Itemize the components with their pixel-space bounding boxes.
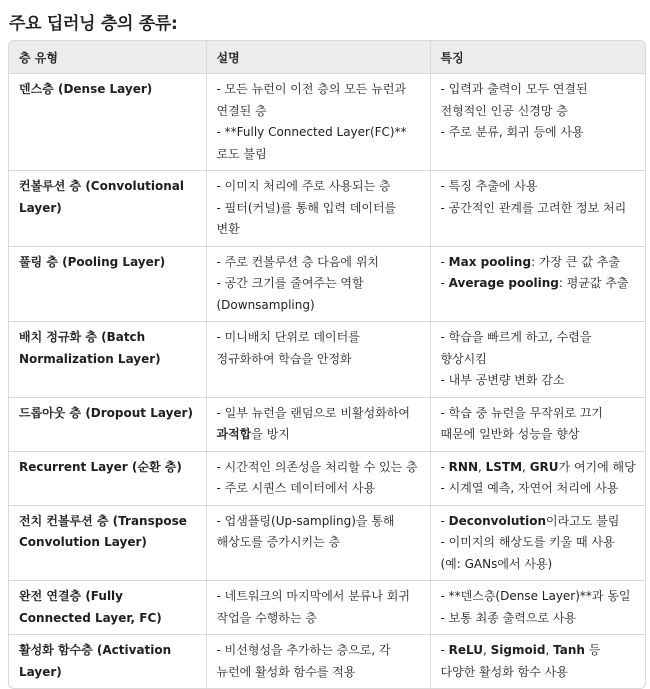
description-line: - 주로 컨볼루션 층 다음에 위치 — [216, 254, 380, 269]
layer-features — [430, 171, 646, 247]
table-header-row — [9, 41, 646, 74]
table-row — [9, 246, 646, 322]
layer-name: 활성화 함수층 (Activation Layer) — [9, 635, 206, 689]
layer-name: 배치 정규화 층 (Batch Normalization Layer) — [9, 322, 206, 398]
description-line: - 주로 시퀀스 데이터에서 사용 — [216, 481, 376, 495]
layer-name: 드롭아웃 층 (Dropout Layer) — [9, 397, 206, 451]
feature-line: - 내부 공변량 변화 감소 — [440, 373, 565, 387]
feature-line: - Average pooling: 평균값 추출 — [440, 276, 629, 290]
page-title: 주요 딥러닝 층의 종류: — [9, 14, 178, 34]
table-row — [9, 581, 646, 635]
description-line: - 비선형성을 추가하는 층으로, 각 뉴런에 활성화 함수를 적용 — [216, 643, 391, 679]
feature-line: - 보통 최종 출력으로 사용 — [440, 610, 577, 625]
layer-features — [430, 246, 646, 322]
header-features: 특징 — [430, 41, 646, 74]
layer-description — [206, 322, 430, 398]
description-line: - 네트워크의 마지막에서 분류나 회귀 작업을 수행하는 층 — [216, 589, 410, 625]
description-line: - 필터(커널)를 통해 입력 데이터를 변환 — [216, 200, 397, 236]
feature-line: - 특징 추출에 사용 — [440, 179, 538, 193]
table-row — [9, 505, 646, 581]
layer-name: 컨볼루션 층 (Convolutional Layer) — [9, 171, 206, 247]
feature-line: - Deconvolution이라고도 불림 — [440, 513, 620, 528]
layer-description — [206, 451, 430, 505]
description-line: - 모든 뉴런이 이전 층의 모든 뉴런과 연결된 층 — [216, 82, 407, 118]
layer-name: 전치 컨볼루션 층 (Transpose Convolution Layer) — [9, 505, 206, 581]
layer-description — [206, 505, 430, 581]
layer-features — [430, 322, 646, 398]
table-row — [9, 322, 646, 398]
header-description: 설명 — [206, 41, 430, 74]
feature-line: - RNN, LSTM, GRU가 여기에 해당 — [440, 459, 636, 474]
description-line: - **Fully Connected Layer(FC)**로도 불림 — [216, 125, 407, 161]
layer-description — [206, 635, 430, 689]
header-layer-type: 층 유형 — [9, 41, 206, 74]
layer-types-table — [8, 40, 646, 689]
layer-description — [206, 581, 430, 635]
layer-features — [430, 397, 646, 451]
description-line: - 시간적인 의존성을 처리할 수 있는 층 — [216, 459, 418, 474]
layer-features — [430, 451, 646, 505]
description-line: - 일부 뉴런을 랜덤으로 비활성화하여 과적합을 방지 — [216, 405, 410, 441]
layer-name: 풀링 층 (Pooling Layer) — [9, 246, 206, 322]
feature-line: - ReLU, Sigmoid, Tanh 등 다양한 활성화 함수 사용 — [440, 643, 601, 679]
layer-name: Recurrent Layer (순환 층) — [9, 451, 206, 505]
layer-features — [430, 635, 646, 689]
layer-features — [430, 74, 646, 171]
layer-description — [206, 246, 430, 322]
table-row — [9, 635, 646, 689]
table-row — [9, 397, 646, 451]
description-line: - 공간 크기를 줄여주는 역할 (Downsampling) — [216, 276, 364, 312]
layer-description — [206, 397, 430, 451]
feature-line: - 공간적인 관계를 고려한 정보 처리 — [440, 200, 627, 215]
feature-line: - 학습을 빠르게 하고, 수렴을 향상시킴 — [440, 330, 592, 366]
feature-line: - 시계열 예측, 자연어 처리에 사용 — [440, 481, 619, 495]
layer-features — [430, 505, 646, 581]
feature-line: - **덴스층(Dense Layer)**과 동일 — [440, 589, 631, 603]
layer-name: 덴스층 (Dense Layer) — [9, 74, 206, 171]
description-line: - 미니배치 단위로 데이터를 정규화하여 학습을 안정화 — [216, 330, 360, 366]
layer-description — [206, 74, 430, 171]
description-line: - 업샘플링(Up-sampling)을 통해 해상도를 증가시키는 층 — [216, 513, 395, 549]
feature-line: - 주로 분류, 회귀 등에 사용 — [440, 125, 584, 139]
feature-line: - 입력과 출력이 모두 연결된 전형적인 인공 신경망 층 — [440, 82, 588, 118]
layer-name: 완전 연결층 (Fully Connected Layer, FC) — [9, 581, 206, 635]
feature-line: - Max pooling: 가장 큰 값 추출 — [440, 254, 620, 269]
table-row — [9, 171, 646, 247]
description-line: - 이미지 처리에 주로 사용되는 층 — [216, 179, 391, 193]
feature-line: - 이미지의 해상도를 키울 때 사용 (예: GANs에서 사용) — [440, 535, 615, 571]
feature-line: - 학습 중 뉴런을 무작위로 끄기 때문에 일반화 성능을 향상 — [440, 405, 604, 441]
layer-features — [430, 581, 646, 635]
table-row — [9, 451, 646, 505]
table-row — [9, 74, 646, 171]
layer-description — [206, 171, 430, 247]
